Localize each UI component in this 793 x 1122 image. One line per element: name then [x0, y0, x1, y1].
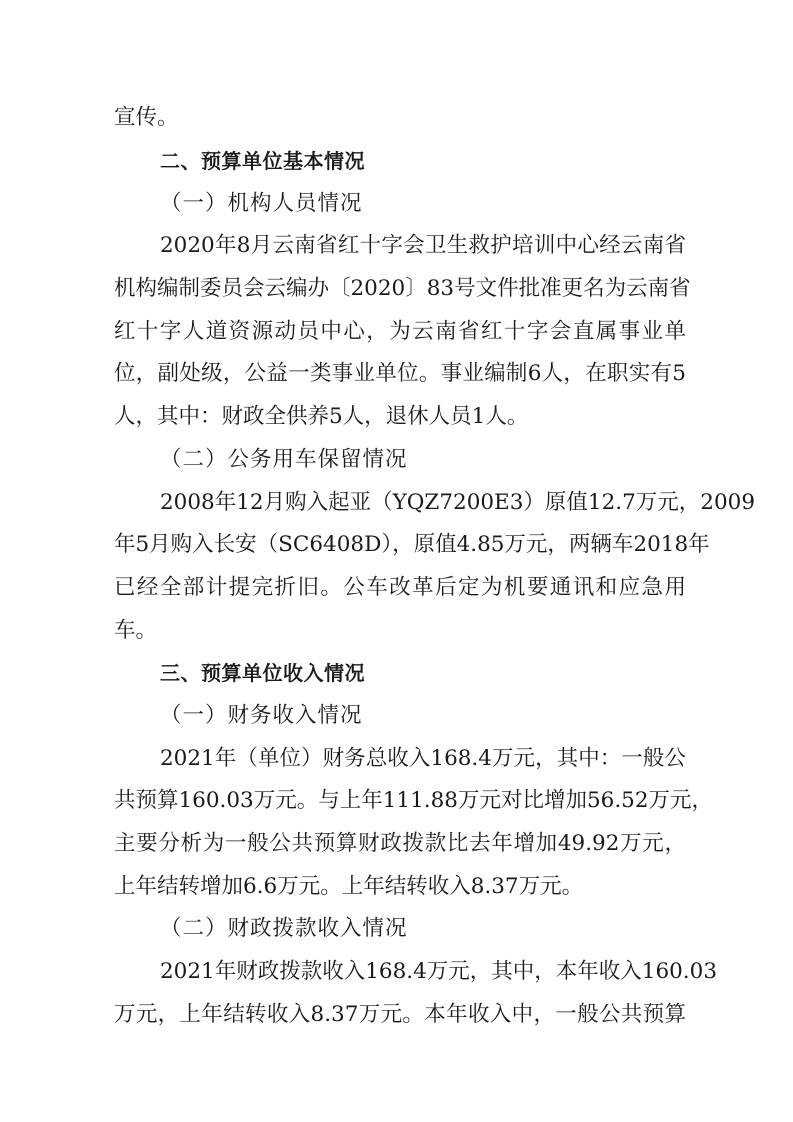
text-line: 2008年12月购入起亚（YQZ7200E3）原值12.7万元，2009 [160, 490, 756, 515]
text-line: 2020年8月云南省红十字会卫生救护培训中心经云南省 [160, 233, 686, 258]
text-line: 人，其中：财政全供养5人，退休人员1人。 [114, 404, 529, 429]
section-heading: 三、预算单位收入情况 [160, 661, 365, 685]
text-line: 机构编制委员会云编办〔2020〕83号文件批准更名为云南省 [114, 276, 691, 301]
text-line: 车。 [114, 618, 158, 643]
text-line: 主要分析为一般公共预算财政拨款比去年增加49.92万元， [114, 831, 686, 856]
subsection-heading: （一）机构人员情况 [160, 191, 363, 216]
subsection-heading: （二）财政拨款收入情况 [160, 916, 408, 941]
text-line: 红十字人道资源动员中心，为云南省红十字会直属事业单 [114, 319, 686, 344]
text-line: 宣传。 [114, 105, 179, 130]
section-heading: 二、预算单位基本情况 [160, 149, 365, 173]
text-line: 2021年（单位）财务总收入168.4万元，其中：一般公 [160, 746, 686, 771]
text-line: 已经全部计提完折旧。公车改革后定为机要通讯和应急用 [114, 575, 686, 600]
text-line: 年5月购入长安（SC6408D），原值4.85万元，两辆车2018年 [114, 532, 710, 557]
subsection-heading: （二）公务用车保留情况 [160, 447, 408, 472]
subsection-heading: （一）财务收入情况 [160, 703, 363, 728]
text-line: 共预算160.03万元。与上年111.88万元对比增加56.52万元， [114, 788, 714, 813]
text-line: 上年结转增加6.6万元。上年结转收入8.37万元。 [114, 874, 584, 899]
text-line: 万元，上年结转收入8.37万元。本年收入中，一般公共预算 [114, 1002, 686, 1027]
text-line: 2021年财政拨款收入168.4万元，其中，本年收入160.03 [160, 959, 717, 984]
text-line: 位，副处级，公益一类事业单位。事业编制6人，在职实有5 [114, 361, 686, 386]
